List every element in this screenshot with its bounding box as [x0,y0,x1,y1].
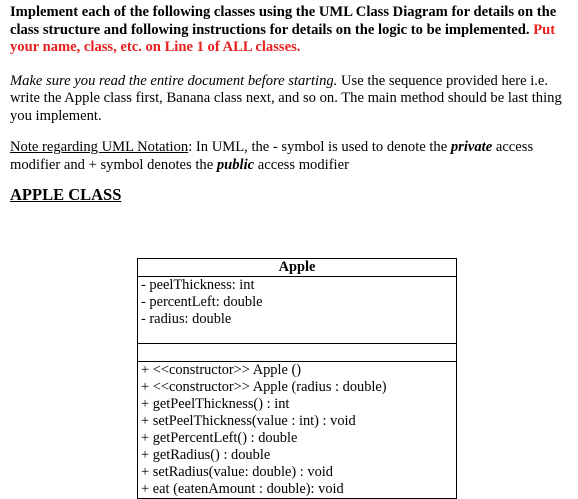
public-word: public [216,156,255,173]
uml-notation-text-a: : In UML, the - symbol is used to denote the [188,139,451,155]
uml-attribute: - peelThickness: int [141,277,255,293]
intro-instructions: Implement each of the following classes using the UML Class Diagram for details on the class structure and following instructions for details on the logic to be implemented. [10,4,557,38]
intro-paragraph [10,4,570,57]
uml-method: + setRadius(value: double) : void [141,464,333,480]
uml-attribute: - percentLeft: double [141,294,263,310]
read-entire-note: Make sure you read the entire document before starting. [10,72,338,89]
uml-method: + getPeelThickness() : int [141,396,290,412]
uml-attributes [138,277,456,344]
section-title: APPLE CLASS [10,185,122,204]
sequence-text: Use the sequence provided here i.e. write the Apple class first, Banana class next, and so on. The main method should be last thing you implement. [10,72,562,124]
uml-method: + <<constructor>> Apple (radius : double) [141,379,387,395]
uml-method: + <<constructor>> Apple () [141,362,302,378]
document-body [10,4,570,205]
uml-method: + eat (eatenAmount : double): void [141,481,344,497]
uml-method: + setPeelThickness(value : int) : void [141,413,356,429]
uml-class-diagram [137,258,457,499]
uml-notation-paragraph [10,139,570,174]
private-word: private [450,139,493,155]
uml-notation-text-b: access modifier and + symbol denotes the [10,139,534,173]
uml-methods [138,362,456,498]
sequence-paragraph [10,73,570,126]
uml-attribute: - radius: double [141,311,232,327]
uml-notation-label: Note regarding UML Notation [10,139,189,155]
uml-class-name: Apple [138,259,456,277]
uml-method: + getPercentLeft() : double [141,430,298,446]
uml-method: + getRadius() : double [141,447,271,463]
intro-red-note: Put your name, class, etc. on Line 1 of ALL classes. [10,21,556,55]
uml-notation-text-c: access modifier [254,156,349,173]
uml-empty-section [138,344,456,362]
